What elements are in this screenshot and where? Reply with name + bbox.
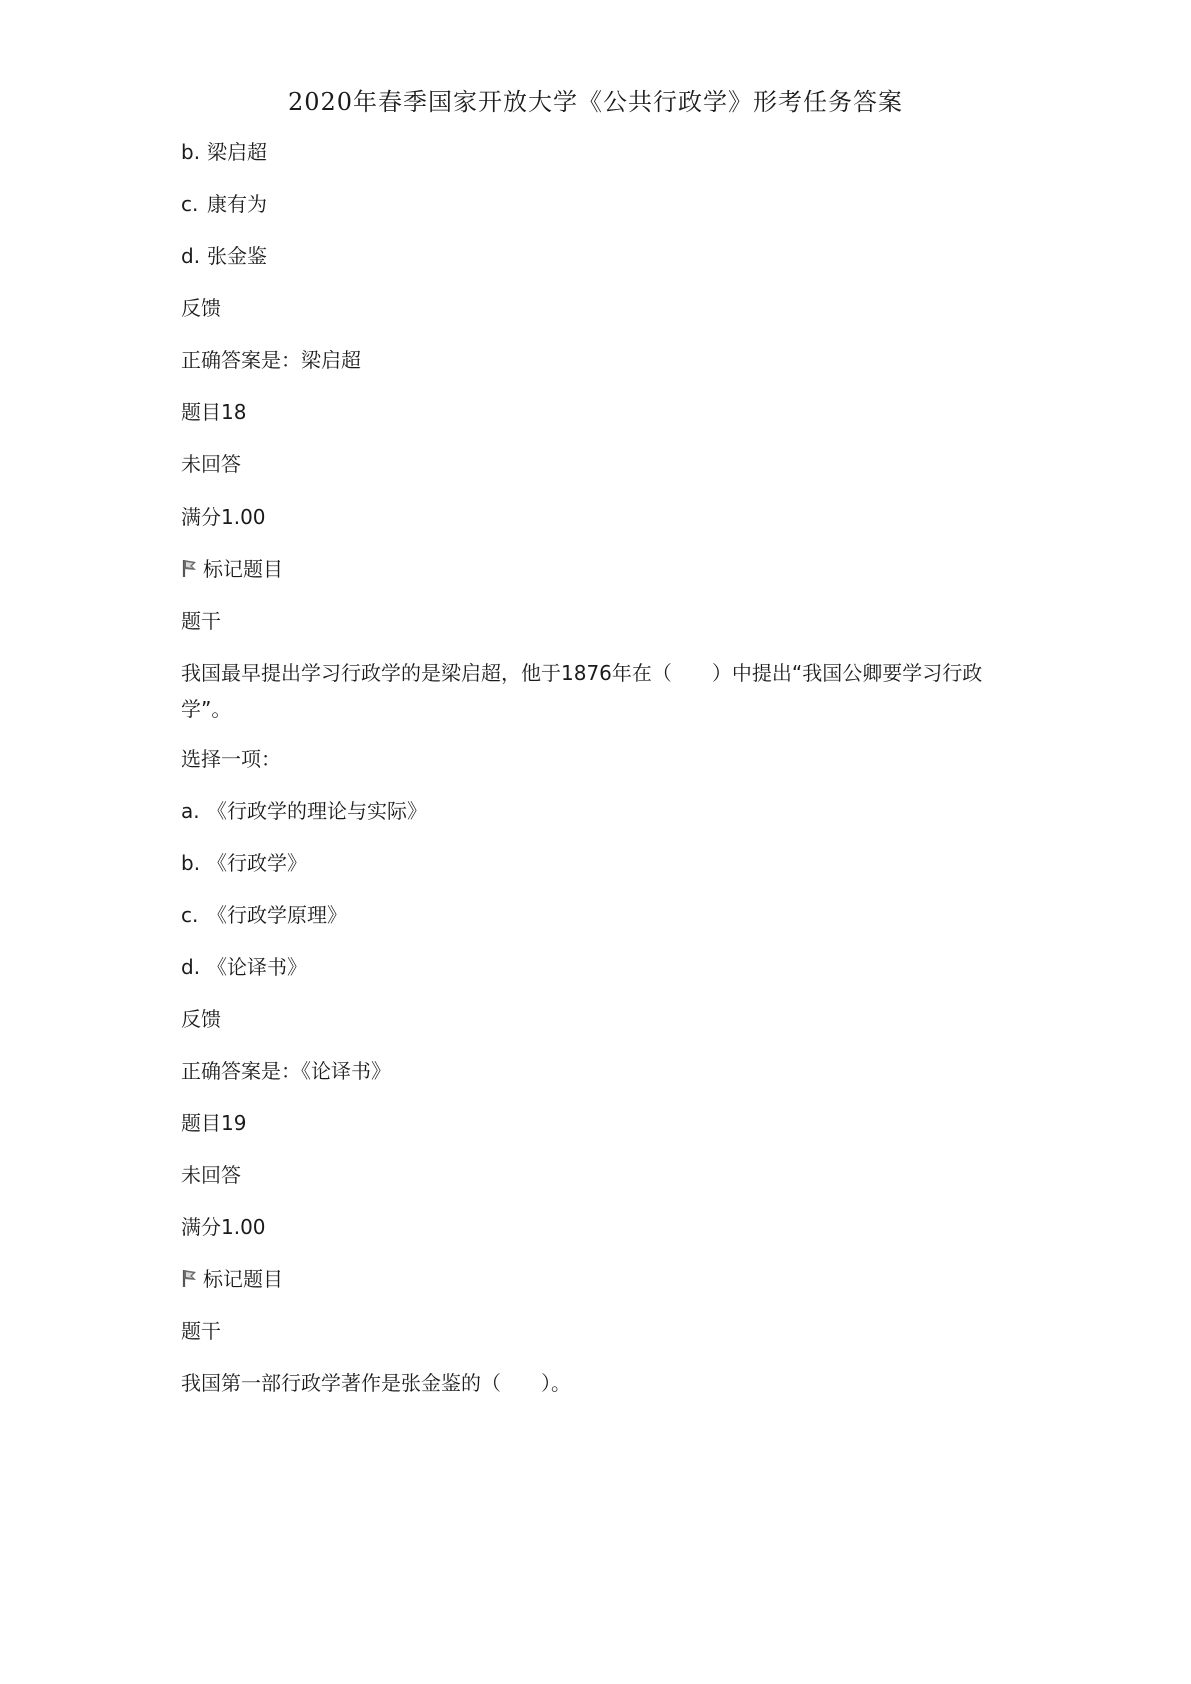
q17-correct-answer: 正确答案是：梁启超 (181, 348, 361, 372)
q17-option-d: d. 张金鉴 (181, 244, 267, 268)
q18-option-b[interactable]: b. 《行政学》 (181, 851, 307, 875)
q18-flag-label: 标记题目 (203, 557, 283, 581)
q18-choose-label: 选择一项： (181, 747, 281, 771)
q18-option-a[interactable]: a. 《行政学的理论与实际》 (181, 799, 427, 823)
q19-flag-question[interactable] (181, 1261, 283, 1297)
q18-option-c[interactable]: c. 《行政学原理》 (181, 903, 347, 927)
q17-option-c: c. 康有为 (181, 192, 267, 216)
q19-stem-label: 题干 (181, 1319, 221, 1343)
flag-icon (181, 558, 199, 578)
q18-status: 未回答 (181, 452, 241, 476)
q18-score: 满分1.00 (181, 505, 266, 529)
q18-feedback-label: 反馈 (181, 1007, 221, 1031)
q18-stem-text: 我国最早提出学习行政学的是梁启超，他于1876年在（ ）中提出“我国公卿要学习行政学”。 (181, 661, 983, 721)
q18-correct-answer: 正确答案是：《论译书》 (181, 1059, 391, 1083)
flag-icon (181, 1268, 199, 1288)
q17-feedback-label: 反馈 (181, 296, 221, 320)
q19-flag-label: 标记题目 (203, 1267, 283, 1291)
q19-status: 未回答 (181, 1163, 241, 1187)
q18-option-d[interactable]: d. 《论译书》 (181, 955, 307, 979)
q18-stem-label: 题干 (181, 609, 221, 633)
q19-number: 题目19 (181, 1111, 247, 1135)
q19-score: 满分1.00 (181, 1215, 266, 1239)
q19-stem-text: 我国第一部行政学著作是张金鉴的（ ）。 (181, 1371, 571, 1395)
q18-flag-question[interactable] (181, 551, 283, 587)
document-title: 2020年春季国家开放大学《公共行政学》形考任务答案 (287, 88, 904, 116)
q17-option-b: b. 梁启超 (181, 140, 267, 164)
q18-number: 题目18 (181, 400, 247, 424)
